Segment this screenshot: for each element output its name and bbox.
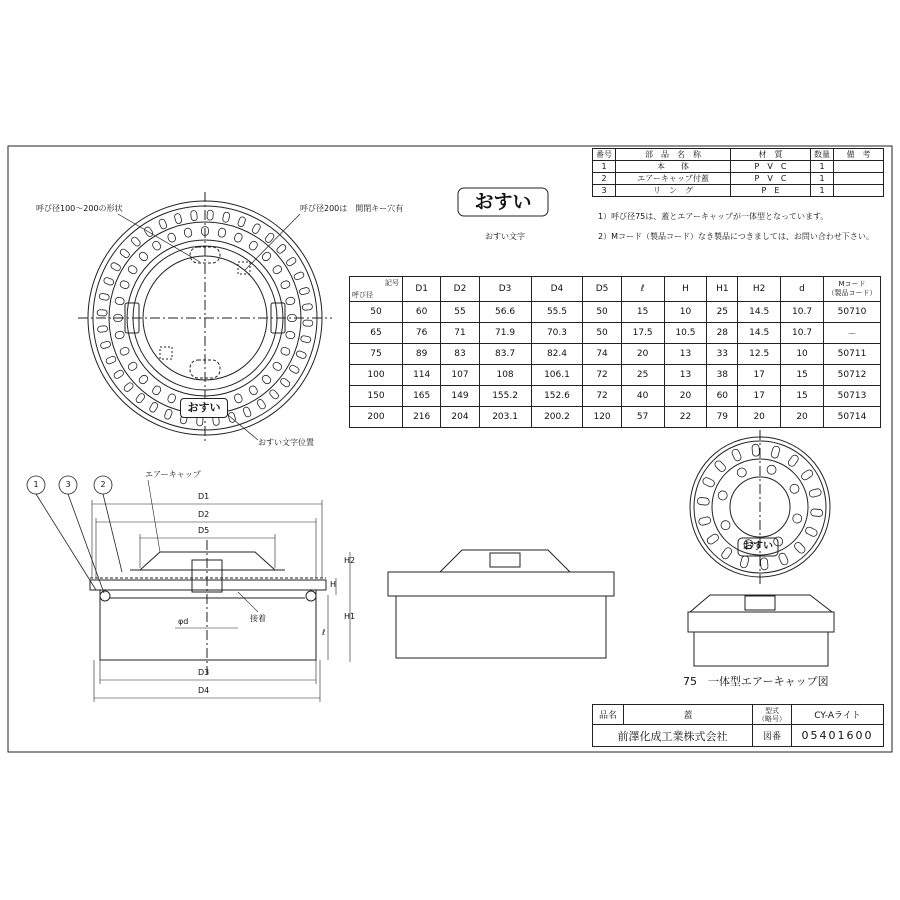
- dim-cell: 114: [403, 365, 441, 386]
- cell: 3: [593, 185, 616, 197]
- dim-cell: 152.6: [531, 386, 583, 407]
- vent-hole: [800, 469, 814, 482]
- cell: [834, 185, 884, 197]
- vent-hole: [288, 364, 300, 374]
- vent-hole: [110, 262, 122, 272]
- cell: 1: [811, 185, 834, 197]
- vent-hole: [792, 513, 803, 524]
- vent-hole: [97, 325, 108, 332]
- parts-header: 備 考: [834, 149, 884, 161]
- dim-cell: 50: [583, 302, 621, 323]
- vent-hole: [135, 392, 146, 404]
- vent-hole: [272, 361, 283, 372]
- dim-cell: 155.2: [479, 386, 531, 407]
- cell: 1: [811, 161, 834, 173]
- dim-cell: 50710: [824, 302, 881, 323]
- parts-header: 部 品 名 称: [616, 149, 731, 161]
- vent-hole: [788, 483, 800, 495]
- dim-cell: 120: [583, 407, 621, 428]
- vent-hole: [218, 228, 227, 238]
- plan-osui-text: おすい: [180, 398, 228, 418]
- callout-1-label: 1: [33, 480, 39, 489]
- callout-2-label: 2: [100, 480, 106, 489]
- vent-hole: [706, 533, 720, 546]
- vent-hole: [233, 393, 243, 404]
- dim-cell: 50711: [824, 344, 881, 365]
- dims-row: [350, 386, 881, 407]
- dim-cell: 14.5: [738, 323, 781, 344]
- vent-hole: [285, 297, 295, 306]
- vent-hole: [99, 293, 110, 301]
- vent-hole: [127, 264, 138, 275]
- vent-hole: [279, 377, 291, 388]
- dim-cell: 38: [707, 365, 738, 386]
- dim-h: H: [330, 580, 337, 589]
- dim-cell: 10.7: [781, 302, 824, 323]
- vent-hole: [264, 232, 275, 244]
- vent-hole: [105, 355, 117, 365]
- vent-hole: [237, 216, 246, 227]
- vent-hole: [158, 218, 168, 230]
- corner-cell: [350, 277, 403, 302]
- vent-hole: [702, 476, 716, 488]
- dim-cell: 60: [707, 386, 738, 407]
- vent-hole: [256, 398, 266, 410]
- section-view: [90, 540, 326, 675]
- dimensions-table: [349, 276, 881, 428]
- dim-cell: 10.5: [664, 323, 707, 344]
- vent-hole: [138, 251, 149, 262]
- parts-header-row: [593, 149, 884, 161]
- dims-header: H2: [738, 277, 781, 302]
- dims-header: D2: [441, 277, 479, 302]
- dim-cell: 55: [441, 302, 479, 323]
- vent-hole: [207, 210, 213, 220]
- dim-l: ℓ: [322, 628, 326, 637]
- dims-header: ℓ: [621, 277, 664, 302]
- dim-cell: 20: [738, 407, 781, 428]
- company-name: 前澤化成工業株式会社: [593, 725, 753, 747]
- vent-hole: [222, 212, 230, 223]
- osui-position-label: おすい文字位置: [258, 438, 314, 447]
- dim-cell: 10.7: [781, 323, 824, 344]
- vent-hole: [190, 210, 197, 221]
- vent-hole: [149, 401, 159, 413]
- dims-header: Mコード （製品コード）: [824, 277, 881, 302]
- vent-hole: [740, 555, 750, 568]
- shape-label: 呼び径100～200の形状: [36, 204, 123, 213]
- vent-hole: [100, 341, 111, 349]
- vent-hole: [285, 331, 295, 340]
- vent-hole: [770, 445, 780, 458]
- hinmei-label: 品名: [593, 705, 624, 725]
- cell: 1: [593, 161, 616, 173]
- dim-d3: D3: [198, 668, 210, 677]
- cell: P V C: [731, 161, 811, 173]
- title-block: [592, 704, 884, 747]
- dim-cell: 20: [664, 386, 707, 407]
- dim-cell: 28: [707, 323, 738, 344]
- dim-cell: 25: [621, 365, 664, 386]
- parts-row: [593, 185, 884, 197]
- vent-hole: [296, 350, 307, 359]
- hole-label: 呼び径200は 開閉キー穴有: [300, 204, 404, 213]
- dim-cell: 17: [738, 386, 781, 407]
- vent-hole: [228, 412, 236, 423]
- vent-hole: [809, 488, 822, 498]
- dim-cell: 76: [403, 323, 441, 344]
- vent-hole: [285, 256, 297, 266]
- vent-hole: [174, 213, 182, 224]
- osui-logo: おすい: [474, 191, 532, 213]
- dim-d2: D2: [198, 510, 210, 519]
- vent-hole: [300, 335, 311, 343]
- zuban-value: 05401600: [792, 725, 884, 747]
- vent-hole: [302, 303, 313, 310]
- dims-header-row: [350, 277, 881, 302]
- vent-hole: [778, 552, 789, 566]
- vent-hole: [119, 280, 130, 290]
- dim-cell: 74: [583, 344, 621, 365]
- vent-hole: [164, 409, 173, 420]
- dims-header: D4: [531, 277, 583, 302]
- air-cap-label: エアーキャップ: [145, 470, 201, 479]
- dim-cell: 14.5: [738, 302, 781, 323]
- dim-cell: 106.1: [531, 365, 583, 386]
- cell: リ ン グ: [616, 185, 731, 197]
- vent-hole: [766, 464, 777, 475]
- dim-cell: －: [824, 323, 881, 344]
- dim-cell: 165: [403, 386, 441, 407]
- cell: P E: [731, 185, 811, 197]
- cell: P V C: [731, 173, 811, 185]
- vent-hole: [115, 297, 125, 306]
- dims-header: D5: [583, 277, 621, 302]
- dims-row: [350, 344, 881, 365]
- dim-cell: 83.7: [479, 344, 531, 365]
- adhesive-label: 接着: [250, 614, 266, 623]
- cap-osui-text: おすい: [743, 541, 773, 552]
- dim-cell: 107: [441, 365, 479, 386]
- side-view: [388, 550, 614, 658]
- dim-d4: D4: [198, 686, 210, 695]
- dim-cell: 40: [621, 386, 664, 407]
- dim-h1: H1: [344, 612, 356, 621]
- vent-hole: [248, 385, 259, 396]
- dim-cell: 71: [441, 323, 479, 344]
- zuban-label: 図番: [753, 725, 792, 747]
- note-2: 2）Mコード（製品コード）なき製品につきましては、お問い合わせ下さい。: [598, 232, 874, 241]
- vent-hole: [167, 393, 177, 404]
- dim-h2: H2: [344, 556, 356, 565]
- dim-cell: 83: [441, 344, 479, 365]
- dim-cell: 50714: [824, 407, 881, 428]
- dim-cell: 22: [664, 407, 707, 428]
- vent-hole: [276, 243, 287, 254]
- dim-cell: 203.1: [479, 407, 531, 428]
- osui-moji-label: おすい文字: [485, 232, 525, 241]
- parts-table: [592, 148, 884, 197]
- dim-cell: 33: [707, 344, 738, 365]
- vent-hole: [719, 519, 731, 531]
- hinmei-value: 蓋: [624, 705, 753, 725]
- vent-hole: [698, 516, 711, 526]
- dim-cell: 17: [738, 365, 781, 386]
- cell: エアーキャップ付蓋: [616, 173, 731, 185]
- dim-cell: 20: [781, 407, 824, 428]
- dim-cell: 57: [621, 407, 664, 428]
- dim-cell: 17.5: [621, 323, 664, 344]
- dim-cell: 108: [479, 365, 531, 386]
- vent-hole: [167, 232, 177, 243]
- vent-hole: [717, 490, 728, 501]
- vent-hole: [804, 526, 818, 538]
- vent-hole: [103, 277, 114, 286]
- dim-cell: 60: [403, 302, 441, 323]
- dim-cell: 50712: [824, 365, 881, 386]
- dims-header: H1: [707, 277, 738, 302]
- dim-cell: 70.3: [531, 323, 583, 344]
- vent-hole: [130, 236, 141, 247]
- nominal-size-cell: 150: [350, 386, 403, 407]
- vent-hole: [269, 389, 280, 400]
- vent-hole: [280, 280, 291, 290]
- vent-hole: [115, 331, 125, 340]
- vent-hole: [697, 497, 710, 505]
- callout-circles: [27, 476, 122, 593]
- vent-hole: [113, 369, 125, 379]
- vent-hole: [299, 287, 310, 295]
- vent-hole: [123, 382, 134, 393]
- dims-header: D1: [403, 277, 441, 302]
- note-1: 1）呼び径75は、蓋とエアーキャップが一体型となっています。: [598, 212, 829, 221]
- dims-row: [350, 323, 881, 344]
- corner-top: 記号: [385, 279, 399, 287]
- dim-cell: 50713: [824, 386, 881, 407]
- dims-row: [350, 302, 881, 323]
- dim-cell: 15: [781, 386, 824, 407]
- dim-d1: D1: [198, 492, 210, 501]
- nominal-size-cell: 65: [350, 323, 403, 344]
- dim-cell: 55.5: [531, 302, 583, 323]
- katashiki-label: 型式 （略号）: [753, 705, 792, 725]
- vent-hole: [261, 374, 272, 385]
- dim-cell: 20: [621, 344, 664, 365]
- dim-cell: 50: [583, 323, 621, 344]
- dim-cell: 15: [781, 365, 824, 386]
- cell: 本 体: [616, 161, 731, 173]
- dim-cell: 10: [664, 302, 707, 323]
- integrated-cap-caption: 75 一体型エアーキャップ図: [683, 675, 829, 688]
- cell: 1: [811, 173, 834, 185]
- dim-cell: 149: [441, 386, 479, 407]
- dim-cell: 200.2: [531, 407, 583, 428]
- dims-header: D3: [479, 277, 531, 302]
- dims-header: d: [781, 277, 824, 302]
- vent-hole: [97, 310, 107, 316]
- vent-hole: [127, 361, 138, 372]
- vent-hole: [242, 406, 252, 418]
- dim-d5: D5: [198, 526, 210, 535]
- dim-cell: 72: [583, 365, 621, 386]
- dim-cell: 204: [441, 407, 479, 428]
- vent-hole: [184, 228, 193, 238]
- vent-hole: [714, 459, 727, 472]
- cell: [834, 173, 884, 185]
- dim-cell: 13: [664, 344, 707, 365]
- vent-hole: [119, 346, 130, 356]
- dim-cell: 216: [403, 407, 441, 428]
- dims-header: H: [664, 277, 707, 302]
- parts-row: [593, 161, 884, 173]
- vent-hole: [151, 240, 162, 251]
- parts-header: 番号: [593, 149, 616, 161]
- dim-cell: 12.5: [738, 344, 781, 365]
- vent-hole: [731, 448, 742, 462]
- vent-hole: [248, 240, 259, 251]
- vent-hole: [303, 320, 313, 326]
- nominal-size-cell: 100: [350, 365, 403, 386]
- vent-hole: [760, 558, 768, 570]
- vent-hole: [787, 454, 800, 468]
- vent-hole: [151, 385, 162, 396]
- dim-cell: 72: [583, 386, 621, 407]
- dim-cell: 10: [781, 344, 824, 365]
- nominal-size-cell: 200: [350, 407, 403, 428]
- dims-row: [350, 407, 881, 428]
- vent-hole: [793, 541, 806, 554]
- cell: [834, 161, 884, 173]
- dim-cell: 15: [621, 302, 664, 323]
- vent-hole: [752, 444, 760, 456]
- vent-hole: [280, 346, 291, 356]
- vent-hole: [119, 248, 131, 259]
- vent-hole: [720, 546, 733, 560]
- vent-hole: [810, 509, 823, 517]
- nominal-size-cell: 50: [350, 302, 403, 323]
- phi-d-label: φd: [178, 617, 189, 626]
- cell: 2: [593, 173, 616, 185]
- parts-row: [593, 173, 884, 185]
- vent-hole: [233, 232, 243, 243]
- vent-hole: [293, 271, 305, 281]
- vent-hole: [251, 223, 261, 235]
- corner-bottom: 呼び径: [352, 291, 373, 299]
- vent-hole: [736, 466, 748, 478]
- dims-row: [350, 365, 881, 386]
- dim-cell: 71.9: [479, 323, 531, 344]
- nominal-size-cell: 75: [350, 344, 403, 365]
- dim-cell: 13: [664, 365, 707, 386]
- vent-hole: [272, 264, 283, 275]
- dim-cell: 89: [403, 344, 441, 365]
- katashiki-value: CY-Aライト: [792, 705, 884, 725]
- dim-cell: 56.6: [479, 302, 531, 323]
- vent-hole: [138, 374, 149, 385]
- dim-cell: 79: [707, 407, 738, 428]
- callout-3-label: 3: [65, 480, 71, 489]
- parts-header: 材 質: [731, 149, 811, 161]
- dim-cell: 25: [707, 302, 738, 323]
- dim-cell: 82.4: [531, 344, 583, 365]
- parts-header: 数量: [811, 149, 834, 161]
